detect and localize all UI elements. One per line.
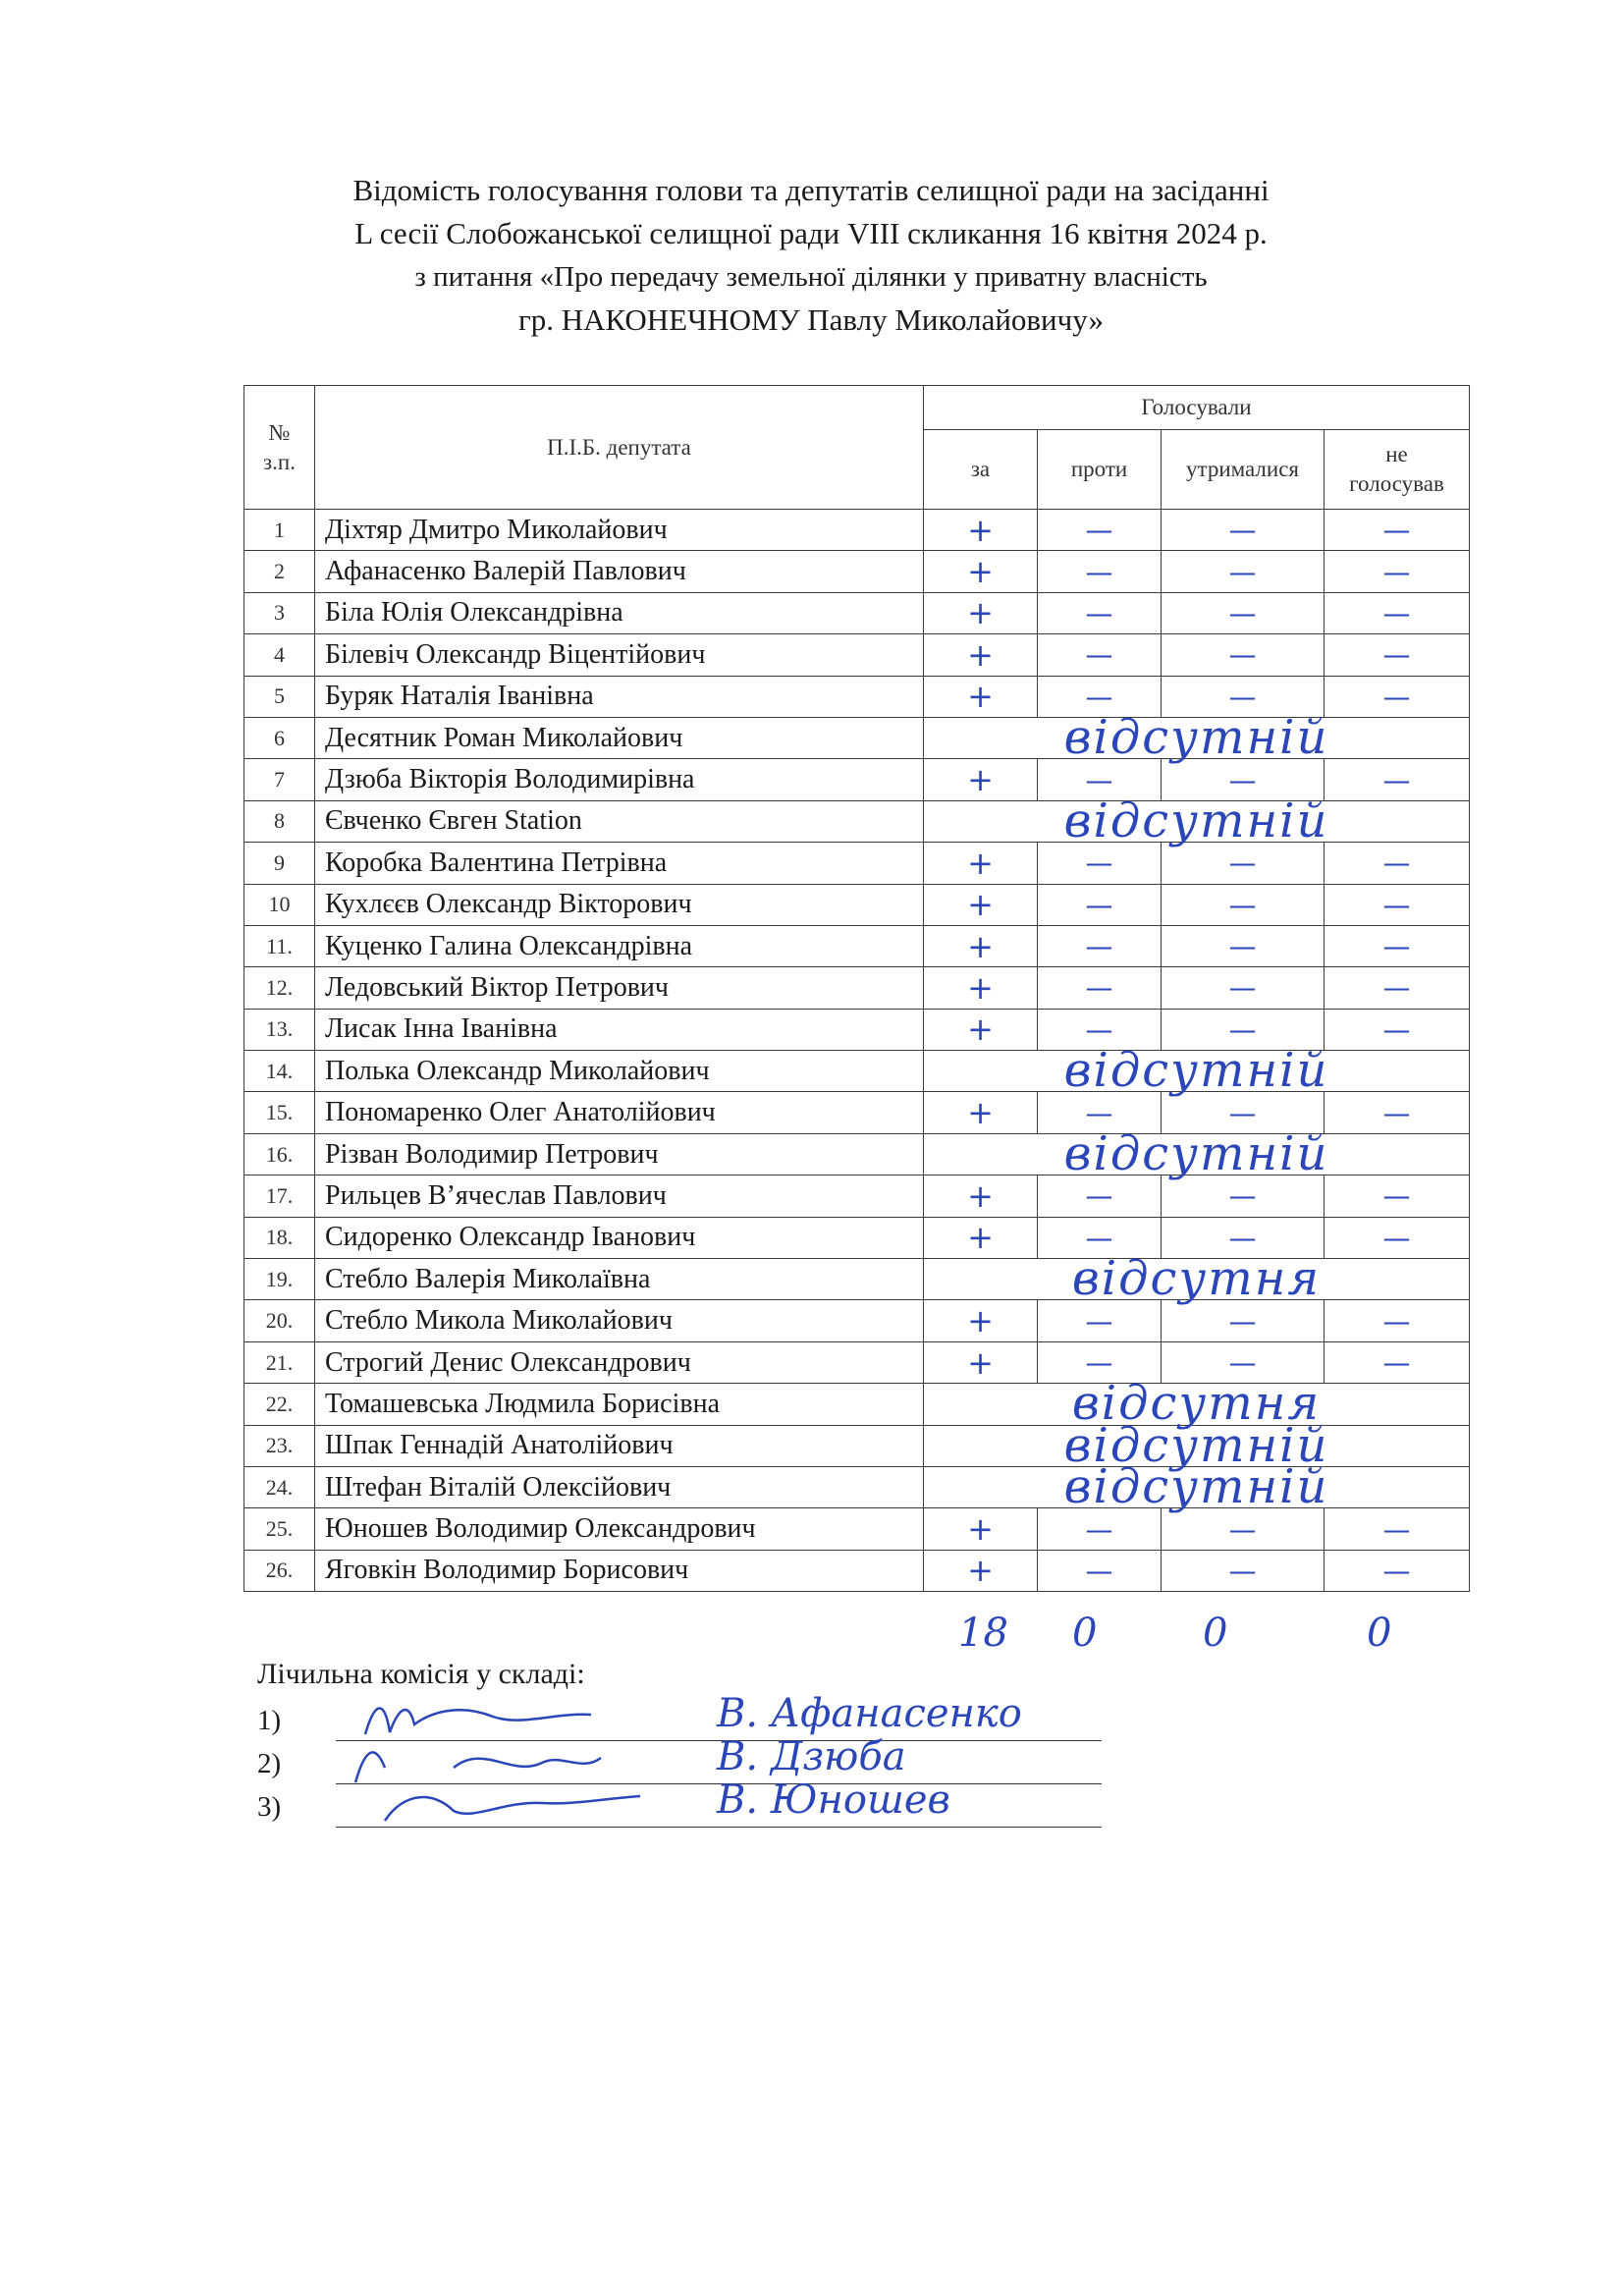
row-number: 5 [244,676,315,717]
row-number: 7 [244,759,315,800]
absent-note: відсутній [1063,1043,1329,1099]
vote-not-voted: — [1325,884,1470,925]
vote-abstained: — [1162,967,1325,1009]
deputy-name: Десятник Роман Миколайович [315,717,924,758]
deputy-name: Рильцев В’ячеслав Павлович [315,1175,924,1217]
deputy-name: Лисак Інна Іванівна [315,1009,924,1050]
vote-not-voted: — [1325,1550,1470,1591]
absent-cell [924,1125,1470,1181]
vote-abstained: — [1162,1217,1325,1258]
deputy-name: Пономаренко Олег Анатолійович [315,1092,924,1133]
header-name: П.І.Б. депутата [315,386,924,510]
row-number: 1 [244,510,315,551]
vote-for: + [924,676,1038,717]
vote-not-voted: — [1325,551,1470,592]
vote-against: — [1038,1341,1162,1383]
header-against: проти [1038,430,1162,510]
total-abstained: 0 [1203,1611,1228,1656]
commission-member-3 [257,1777,950,1824]
deputy-name: Сидоренко Олександр Іванович [315,1217,924,1258]
title-line-3: з питання «Про передачу земельної ділянки у приватну власність [414,261,1208,293]
absent-note: відсутня [1071,1251,1322,1307]
vote-against: — [1038,759,1162,800]
commission-member-1 [257,1691,1022,1737]
member-name: В. Афанасенко [717,1691,1022,1736]
signature-image [346,1781,660,1831]
member-number: 3) [257,1791,282,1823]
title-line-4: гр. НАКОНЕЧНОМУ Павлу Миколайовичу» [517,302,1105,337]
total-against: 0 [1072,1611,1098,1656]
table-row [244,510,1470,551]
commission-label: Лічильна комісія у складі: [257,1658,585,1690]
vote-abstained: — [1162,634,1325,676]
absent-note: відсутній [1063,1125,1329,1181]
row-number: 15. [244,1092,315,1133]
vote-not-voted: — [1325,843,1470,884]
vote-against: — [1038,1009,1162,1050]
table-row [244,800,1470,842]
vote-for: + [924,1550,1038,1591]
vote-abstained: — [1162,884,1325,925]
vote-not-voted: — [1325,676,1470,717]
vote-abstained: — [1162,676,1325,717]
vote-against: — [1038,1550,1162,1591]
deputy-name: Коробка Валентина Петрівна [315,843,924,884]
deputy-name: Томашевська Людмила Борисівна [315,1384,924,1425]
vote-not-voted: — [1325,967,1470,1009]
header-abstained: утрималися [1162,430,1325,510]
row-number: 12. [244,967,315,1009]
row-number: 14. [244,1051,315,1092]
deputy-name: Стебло Микола Миколайович [315,1300,924,1341]
row-number: 2 [244,551,315,592]
deputy-name: Ледовський Віктор Петрович [315,967,924,1009]
table-row [244,634,1470,676]
title-line-2: L сесії Слобожанської селищної ради VIII скликання 16 квітня 2024 р. [354,216,1268,250]
deputy-name: Дзюба Вікторія Володимирівна [315,759,924,800]
deputy-name: Кухлєєв Олександр Вікторович [315,884,924,925]
vote-abstained: — [1162,1300,1325,1341]
vote-not-voted: — [1325,1300,1470,1341]
vote-abstained: — [1162,925,1325,966]
commission-member-2 [257,1734,906,1780]
row-number: 4 [244,634,315,676]
deputy-name: Юношев Володимир Олександрович [315,1508,924,1550]
deputy-name: Діхтяр Дмитро Миколайович [315,510,924,551]
vote-not-voted: — [1325,759,1470,800]
table-row [244,1550,1470,1591]
vote-for: + [924,843,1038,884]
vote-not-voted: — [1325,634,1470,676]
table-row [244,1051,1470,1092]
vote-for: + [924,592,1038,633]
vote-not-voted: — [1325,1092,1470,1133]
vote-abstained: — [1162,551,1325,592]
vote-for: + [924,1341,1038,1383]
header-for: за [924,430,1038,510]
vote-abstained: — [1162,1009,1325,1050]
vote-not-voted: — [1325,925,1470,966]
row-number: 23. [244,1425,315,1466]
row-number: 25. [244,1508,315,1550]
vote-for: + [924,925,1038,966]
row-number: 6 [244,717,315,758]
vote-abstained: — [1162,1550,1325,1591]
header-voted: Голосували [924,386,1470,430]
row-number: 26. [244,1550,315,1591]
deputy-name: Строгий Денис Олександрович [315,1341,924,1383]
vote-for: + [924,884,1038,925]
vote-abstained: — [1162,1175,1325,1217]
row-number: 17. [244,1175,315,1217]
signature-image [346,1695,660,1744]
row-number: 8 [244,800,315,842]
vote-abstained: — [1162,1341,1325,1383]
row-number: 9 [244,843,315,884]
table-row [244,592,1470,633]
vote-for: + [924,1300,1038,1341]
member-number: 1) [257,1705,282,1736]
deputy-name: Білевіч Олександр Віцентійович [315,634,924,676]
voting-table [243,385,1470,1592]
total-for: 18 [958,1611,1008,1656]
absent-note: відсутній [1063,1458,1329,1514]
absent-note: відсутня [1071,1376,1322,1432]
deputy-name: Шпак Геннадій Анатолійович [315,1425,924,1466]
header-not-voted: не голосував [1325,430,1470,510]
vote-for: + [924,1092,1038,1133]
vote-against: — [1038,925,1162,966]
row-number: 19. [244,1259,315,1300]
absent-note: відсутній [1063,793,1329,848]
table-row [244,1300,1470,1341]
vote-not-voted: — [1325,1217,1470,1258]
absent-cell [924,709,1470,765]
vote-not-voted: — [1325,1009,1470,1050]
row-number: 22. [244,1384,315,1425]
vote-not-voted: — [1325,1508,1470,1550]
header-number: № з.п. [244,386,315,510]
table-row [244,1508,1470,1550]
absent-cell [924,1251,1470,1307]
row-number: 11. [244,925,315,966]
table-row [244,717,1470,758]
vote-for: + [924,551,1038,592]
vote-against: — [1038,1508,1162,1550]
table-row [244,1259,1470,1300]
table-row [244,1133,1470,1175]
vote-against: — [1038,1175,1162,1217]
deputy-name: Стебло Валерія Миколаївна [315,1259,924,1300]
deputy-name: Куценко Галина Олександрівна [315,925,924,966]
vote-for: + [924,1508,1038,1550]
vote-abstained: — [1162,843,1325,884]
row-number: 20. [244,1300,315,1341]
document-title [0,169,1622,342]
absent-cell [924,1458,1470,1514]
vote-abstained: — [1162,1508,1325,1550]
deputy-name: Яговкін Володимир Борисович [315,1550,924,1591]
deputy-name: Біла Юлія Олександрівна [315,592,924,633]
deputy-name: Євченко Євген Station [315,800,924,842]
table-row [244,551,1470,592]
table-row [244,1175,1470,1217]
vote-for: + [924,1009,1038,1050]
row-number: 18. [244,1217,315,1258]
row-number: 10 [244,884,315,925]
absent-note: відсутній [1063,1417,1329,1473]
member-name: В. Юношев [717,1777,950,1823]
vote-against: — [1038,510,1162,551]
signature-image [346,1738,660,1787]
absent-cell [924,793,1470,848]
vote-for: + [924,759,1038,800]
member-number: 2) [257,1748,282,1779]
vote-abstained: — [1162,759,1325,800]
total-not-voted: 0 [1367,1611,1392,1656]
vote-for: + [924,967,1038,1009]
vote-against: — [1038,592,1162,633]
deputy-name: Полька Олександр Миколайович [315,1051,924,1092]
table-row [244,884,1470,925]
row-number: 21. [244,1341,315,1383]
vote-against: — [1038,1092,1162,1133]
row-number: 24. [244,1466,315,1507]
row-number: 3 [244,592,315,633]
vote-not-voted: — [1325,1341,1470,1383]
vote-against: — [1038,1217,1162,1258]
row-number: 13. [244,1009,315,1050]
member-name: В. Дзюба [717,1734,906,1779]
vote-for: + [924,634,1038,676]
vote-abstained: — [1162,510,1325,551]
vote-abstained: — [1162,592,1325,633]
deputy-name: Різван Володимир Петрович [315,1133,924,1175]
vote-against: — [1038,676,1162,717]
title-line-1: Відомість голосування голови та депутатів селищної ради на засіданні [352,173,1270,207]
table-row [244,843,1470,884]
deputy-name: Штефан Віталій Олексійович [315,1466,924,1507]
vote-for: + [924,1217,1038,1258]
vote-against: — [1038,884,1162,925]
vote-against: — [1038,1300,1162,1341]
vote-not-voted: — [1325,510,1470,551]
deputy-name: Афанасенко Валерій Павлович [315,551,924,592]
table-row [244,1466,1470,1507]
vote-not-voted: — [1325,1175,1470,1217]
deputy-name: Буряк Наталія Іванівна [315,676,924,717]
absent-note: відсутній [1063,709,1329,765]
vote-against: — [1038,634,1162,676]
table-row [244,967,1470,1009]
vote-against: — [1038,843,1162,884]
vote-against: — [1038,967,1162,1009]
absent-cell [924,1043,1470,1099]
vote-not-voted: — [1325,592,1470,633]
vote-abstained: — [1162,1092,1325,1133]
row-number: 16. [244,1133,315,1175]
vote-for: + [924,510,1038,551]
vote-for: + [924,1175,1038,1217]
table-row [244,925,1470,966]
vote-against: — [1038,551,1162,592]
